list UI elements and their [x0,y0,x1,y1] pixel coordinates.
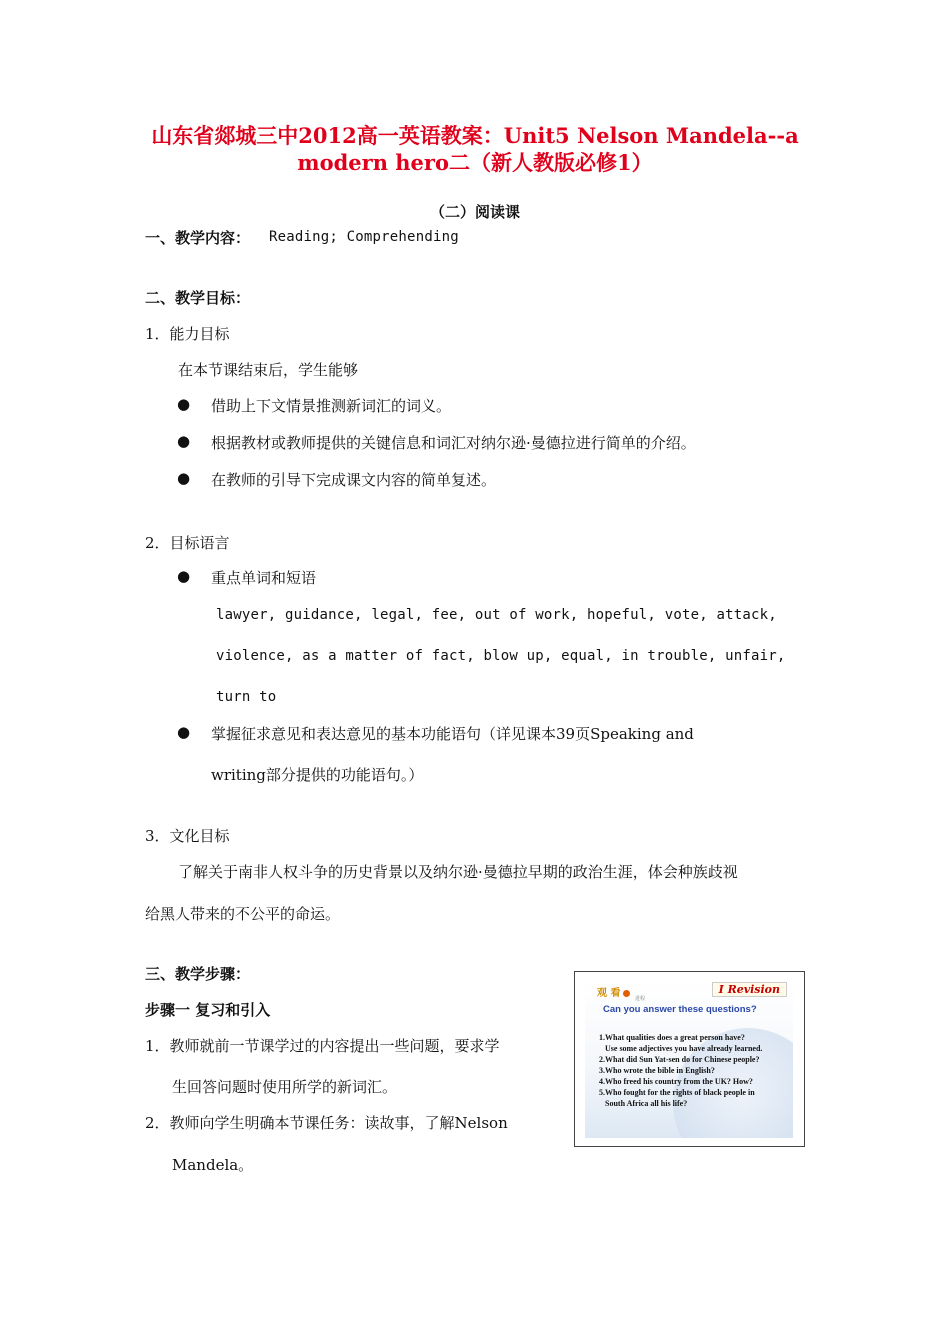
section1-heading: 一、教学内容： [145,229,251,247]
goal2-words-line2: violence, as a matter of fact, blow up, equal, in trouble, unfair, [216,648,786,664]
slide-item: 2.What did Sun Yat-sen do for Chinese people? [599,1055,760,1064]
step1-item2-line2: Mandela。 [172,1156,254,1174]
section3-heading: 三、教学步骤： [145,965,251,983]
goal2-words-line3: turn to [216,689,277,705]
goal1-bullet-3: 在教师的引导下完成课文内容的简单复述。 [211,471,497,489]
goal3-line1: 了解关于南非人权斗争的历史背景以及纳尔逊·曼德拉早期的政治生涯，体会种族歧视 [178,863,738,881]
bullet-icon: ● [177,567,191,585]
goal1-bullet-2: 根据教材或教师提供的关键信息和词汇对纳尔逊·曼德拉进行简单的介绍。 [211,434,696,452]
goal3-title: 3．文化目标 [145,827,230,845]
bullet-icon: ● [177,432,191,450]
goal1-intro: 在本节课结束后，学生能够 [178,361,359,379]
slide-item: 3.Who wrote the bible in English? [599,1066,715,1075]
slide-tag-text: 观 看 [597,988,621,999]
goal2-title: 2．目标语言 [145,534,230,552]
bullet-icon: ● [177,395,191,413]
step1-item2-line1: 2．教师向学生明确本节课任务：读故事，了解Nelson [145,1114,508,1132]
goal2-words-line1: lawyer, guidance, legal, fee, out of work, hopeful, vote, attack, [216,607,777,623]
revision-slide-image [574,971,805,1147]
bullet-icon: ● [177,723,191,741]
slide-item: 5.Who fought for the rights of black people in [599,1088,755,1097]
section2-heading: 二、教学目标： [145,289,251,307]
goal1-bullet-1: 借助上下文情景推测新词汇的词义。 [211,397,452,415]
goal2-bullet-2-line2: writing部分提供的功能语句。） [211,766,424,784]
slide-question-list [599,1032,762,1109]
slide-revision-badge: I Revision [712,982,787,997]
slide-item: South Africa all his life? [605,1099,688,1108]
lesson-subtitle: （二）阅读课 [429,203,520,221]
dot-icon [623,990,630,997]
slide-subtag: 进程 [635,996,646,1002]
document-title-line1: 山东省郯城三中2012高一英语教案：Unit5 Nelson Mandela--a [151,123,799,148]
slide-tag [597,984,630,999]
goal1-title: 1．能力目标 [145,325,230,343]
slide-item: 4.Who freed his country from the UK? How? [599,1077,753,1086]
section1-value: Reading; Comprehending [269,229,459,245]
goal2-bullet-2-line1: 掌握征求意见和表达意见的基本功能语句（详见课本39页Speaking and [211,725,694,743]
bullet-icon: ● [177,469,191,487]
slide-content [585,980,793,1138]
slide-item: 1.What qualities does a great person have? [599,1033,745,1042]
goal2-bullet-1: 重点单词和短语 [211,569,317,587]
step1-item1-line2: 生回答问题时使用所学的新词汇。 [172,1078,398,1096]
slide-question: Can you answer these questions? [603,1004,757,1015]
slide-item: Use some adjectives you have already learned. [605,1044,763,1053]
document-title-line2: modern hero二（新人教版必修1） [297,150,653,175]
step1-heading: 步骤一 复习和引入 [145,1001,271,1019]
goal3-line2: 给黑人带来的不公平的命运。 [145,905,341,923]
step1-item1-line1: 1．教师就前一节课学过的内容提出一些问题，要求学 [145,1037,500,1055]
